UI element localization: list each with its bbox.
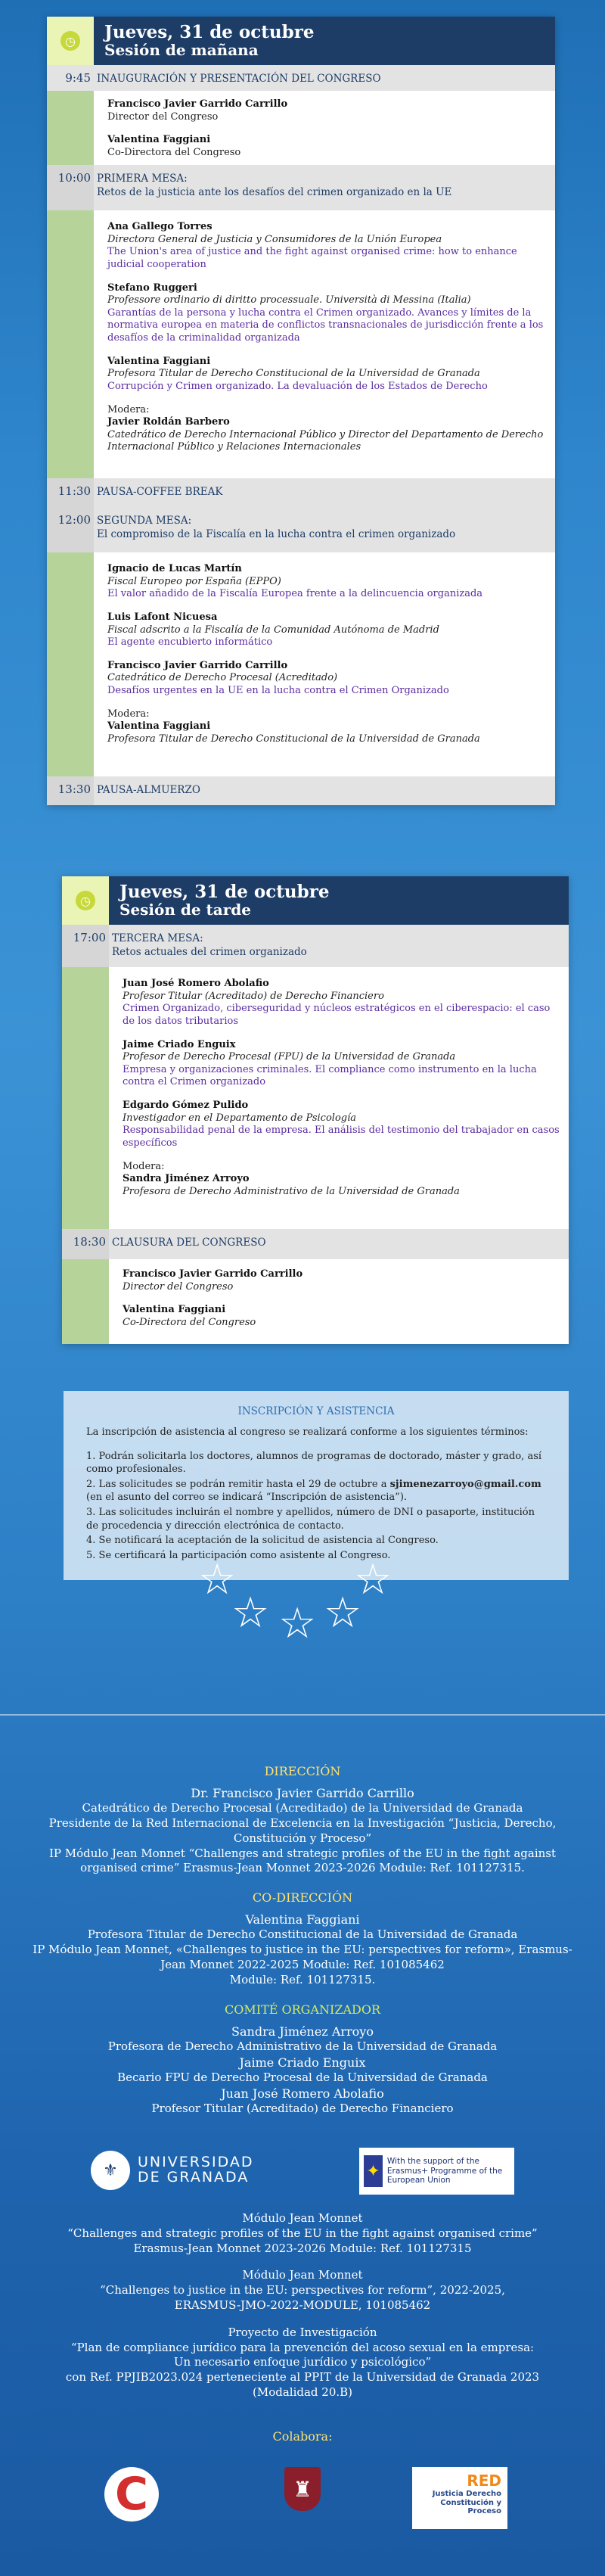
morning-program: ◷ Jueves, 31 de octubre Sesión de mañana 9:45 INAUGURACIÓN Y PRESENTACIÓN DEL CONGRESO Francisco Javier Garrido Carrillo Director del Congreso Valentina Faggiani Co-Directora del Congreso 10:00 PRIMERA MESA: Retos de la justicia ante los desafíos del crimen organizado en la UE Ana Gallego Torres Directora General de Justicia y Consumidores de la Unión Europea The Union's area of justice and the fight against organised crime: how to enhance judicial cooperation Stefano Ruggeri Professore ordinario di diritto processuale. Università di Messina (Italia) Garantías de la persona y lucha contra el Crimen organizado. Avances y límites de la normativa europea en materia de conflictos transnacionales de jurisdicción frente a los desafíos de la criminalidad organizada Valentina Faggiani Profesora Titular de Derecho Constitucional de la Universidad de Granada Corrupción y Crimen organizado. La devaluación de los Estados de Derecho Modera: Javier Roldán Barbero Catedrático de Derecho Internacional Público y Director del Departamento de Derecho Internacional Público y Relaciones Internacionales 11:30 PAUSA-COFFEE BREAK 12:00 SEGUNDA MESA: El compromiso de la Fiscalía en la lucha contra el crimen organizado Ignacio de Lucas Martín Fiscal Europeo por España (EPPO) El valor añadido de la Fiscalía Europea frente a la delincuencia organizada Luis Lafont Nicuesa Fiscal adscrito a la Fiscalía de la Comunidad Autónoma de Madrid El agente encubierto informático Francisco Javier Garrido Carrillo Catedrático de Derecho Procesal (Acreditado) Desafíos urgentes en la UE en la lucha contra el Crimen Organizado Modera: Valentina Faggiani Profesora Titular de Derecho Constitucional de la Universidad de Granada 13:30 PAUSA-ALMUERZO [47,17,555,805]
star-icon: ☆ [278,1599,317,1648]
closing-time: 18:30 [62,1229,109,1259]
red-justicia-logo: RED Justicia Derecho Constitución y Proceso [412,2467,507,2529]
eu-flag-icon: ✦ [364,2155,383,2187]
clock-icon: ◷ [76,891,95,910]
break1-title: PAUSA-COFFEE BREAK [94,478,555,507]
section-divider [0,1714,605,1716]
break2-title: PAUSA-ALMUERZO [94,776,555,805]
collaborator-crest-logo [278,2467,327,2528]
star-icon: ☆ [324,1588,362,1638]
closing-title: CLAUSURA DEL CONGRESO [109,1229,569,1259]
credits-section: DIRECCIÓN Dr. Francisco Javier Garrido Carrillo Catedrático de Derecho Procesal (Acreditado) de la Universidad de Granada Presidente de la Red Internacional de Excelencia en la Investigación “Justicia, Derecho, Constitución y Proceso” IP Módulo Jean Monnet “Challenges and strategic profiles of the EU in the fight against organised crime” Erasmus-Jean Monnet 2023-2026 Module: Ref. 101127315. CO-DIRECCIÓN Valentina Faggiani Profesora Titular de Derecho Constitucional de la Universidad de Granada IP Módulo Jean Monnet, «Challenges to justice in the EU: perspectives for reform», Erasmus-Jean Monnet 2022-2025 Module: Ref. 101085462 Module: Ref. 101127315. COMITÉ ORGANIZADOR Sandra Jiménez Arroyo Profesora de Derecho Administrativo de la Universidad de Granada Jaime Criado Enguix Becario FPU de Derecho Procesal de la Universidad de Granada Juan José Romero Abolafio Profesor Titular (Acreditado) de Derecho Financiero [30,1763,575,2116]
panel2-title: El compromiso de la Fiscalía en la lucha contra el crimen organizado [97,528,456,541]
modules-section: Módulo Jean Monnet “Challenges and strategic profiles of the EU in the fight against organised crime” Erasmus-Jean Monnet 2023-2026 Module: Ref. 101127315 Módulo Jean Monnet “Challenges to justice in the EU: perspectives for reform”, 2022-2025, ERASMUS-JMO-2022-MODULE, 101085462 Proyecto de Investigación “Plan de compliance jurídico para la prevención del acoso sexual en la empresa: Un necesario enfoque jurídico y psicológico” con Ref. PPJIB2023.024 perteneciente al PPIT de la Universidad de Granada 2023 (Modalidad 20.B) [65,2211,540,2399]
afternoon-session: Sesión de tarde [119,901,251,919]
opening-title: INAUGURACIÓN Y PRESENTACIÓN DEL CONGRESO [94,65,555,91]
star-icon: ☆ [231,1588,270,1638]
erasmus-logo: ✦ With the support of the Erasmus+ Programme of the European Union [359,2148,514,2195]
afternoon-date: Jueves, 31 de octubre [119,882,330,902]
opening-time: 9:45 [47,65,94,91]
star-icon: ☆ [198,1555,237,1604]
morning-date: Jueves, 31 de octubre [104,22,315,42]
ugr-logo: ⚜ UNIVERSIDAD DE GRANADA [91,2151,254,2190]
committee-heading: COMITÉ ORGANIZADOR [225,2002,380,2017]
break2-time: 13:30 [47,776,94,805]
collaborator-c-logo: C [104,2467,159,2522]
crest-icon: ♜ [284,2467,321,2511]
registration-email[interactable]: sjimenezarroyo@gmail.com [389,1478,541,1490]
panel2-time: 12:00 [47,507,94,552]
afternoon-header [62,876,569,925]
logo-row [91,2148,514,2196]
star-icon: ☆ [354,1555,392,1604]
ugr-seal-icon: ⚜ [91,2151,130,2190]
morning-header [47,17,555,65]
registration-title: INSCRIPCIÓN Y ASISTENCIA [237,1405,395,1417]
panel3-title: Retos actuales del crimen organizado [112,946,307,959]
collaborators-heading: Colabora: [272,2429,333,2444]
panel3-time: 17:00 [62,925,109,967]
morning-session: Sesión de mañana [104,41,259,60]
codirection-heading: CO-DIRECCIÓN [252,1890,353,1906]
panel1-time: 10:00 [47,165,94,210]
clock-icon: ◷ [60,31,80,51]
afternoon-program: ◷ Jueves, 31 de octubre Sesión de tarde 17:00 TERCERA MESA: Retos actuales del crimen organizado Juan José Romero Abolafio Profesor Titular (Acreditado) de Derecho Financiero Crimen Organizado, ciberseguridad y núcleos estratégicos en el ciberespacio: el caso de los datos tributarios Jaime Criado Enguix Profesor de Derecho Procesal (FPU) de la Universidad de Granada Empresa y organizaciones criminales. El compliance como instrumento en la lucha contra el Crimen organizado Edgardo Gómez Pulido Investigador en el Departamento de Psicología Responsabilidad penal de la empresa. El análisis del testimonio del trabajador en casos específicos Modera: Sandra Jiménez Arroyo Profesora de Derecho Administrativo de la Universidad de Granada 18:30 CLAUSURA DEL CONGRESO Francisco Javier Garrido Carrillo Director del Congreso Valentina Faggiani Co-Directora del Congreso [62,876,569,1344]
registration-box: INSCRIPCIÓN Y ASISTENCIA La inscripción de asistencia al congreso se realizará conforme a los siguientes términos: 1. Podrán solicitarla los doctores, alumnos de programas de doctorado, máster y grado, así como profesionales. 2. Las solicitudes se podrán remitir hasta el 29 de octubre a sjimenezarroyo@gmail.com (en el asunto del correo se indicará “Inscripción de asistencia”). 3. Las solicitudes incluirán el nombre y apellidos, número de DNI o pasaporte, institución de procedencia y dirección electrónica de contacto. 4. Se notificará la aceptación de la solicitud de asistencia al Congreso. 5. Se certificará la participación como asistente al Congreso. [64,1391,569,1580]
direction-heading: DIRECCIÓN [264,1764,341,1778]
break1-time: 11:30 [47,478,94,507]
panel1-title: Retos de la justicia ante los desafíos del crimen organizado en la UE [97,186,452,199]
